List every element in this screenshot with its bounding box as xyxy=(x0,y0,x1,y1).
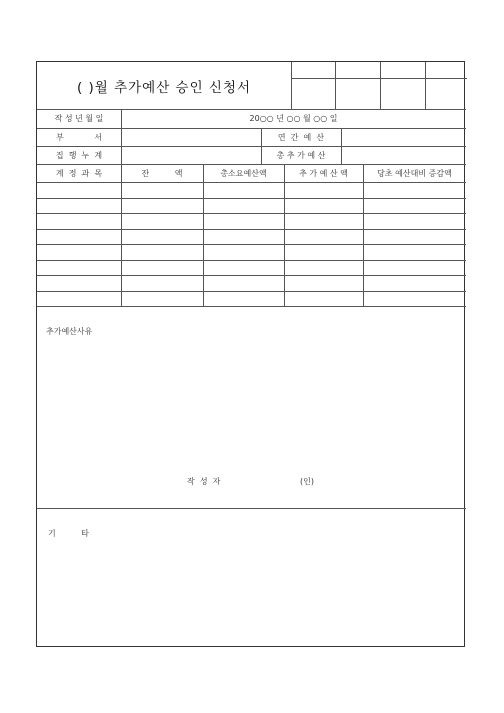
writer-label: 작 성 자 xyxy=(187,476,221,486)
header-total-required: 총소요예산액 xyxy=(220,168,267,178)
dept-field[interactable] xyxy=(121,128,261,146)
total-added-field[interactable] xyxy=(341,146,466,164)
date-field[interactable]: 20○○ 년 ○○ 월 ○○ 일 xyxy=(249,114,338,123)
annual-budget-field[interactable] xyxy=(341,128,466,146)
total-added-label: 총 추 가 예 산 xyxy=(276,150,326,160)
budget-table xyxy=(37,164,466,306)
reason-field[interactable] xyxy=(37,342,466,472)
form-title: ( )월 추가예산 승인 신청서 xyxy=(76,79,252,96)
other-label: 기 타 xyxy=(48,528,89,538)
seal-label: (인) xyxy=(300,476,314,486)
header-account: 계 정 과 목 xyxy=(55,168,103,178)
dept-label: 부 서 xyxy=(56,132,102,142)
annual-budget-label: 연 간 예 산 xyxy=(277,132,325,142)
date-label: 작 성 년 월 일 xyxy=(54,114,104,123)
header-change-vs-original: 당초 예산대비 증감액 xyxy=(377,168,452,178)
execution-total-field[interactable] xyxy=(121,146,261,164)
header-balance: 잔 액 xyxy=(141,168,183,178)
header-added-budget: 추 가 예 산 액 xyxy=(299,168,348,178)
execution-total-label: 집 행 누 계 xyxy=(55,150,103,160)
application-form xyxy=(36,61,465,647)
other-field[interactable] xyxy=(37,544,466,644)
reason-label: 추가예산사유 xyxy=(46,326,93,336)
approval-boxes xyxy=(291,62,466,109)
